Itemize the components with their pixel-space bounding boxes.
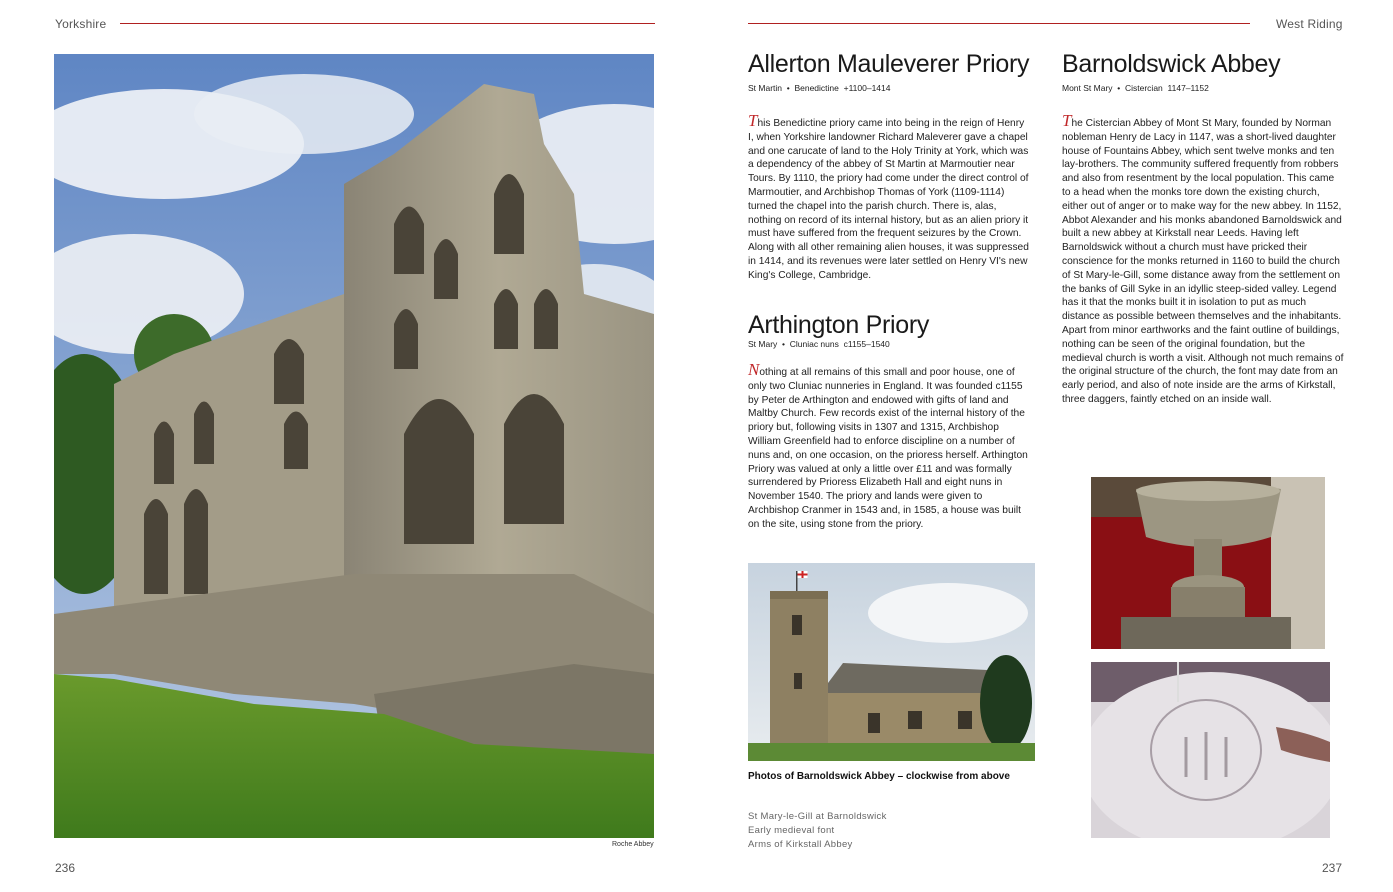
- header-rule-left: [120, 23, 655, 24]
- barnoldswick-text: he Cistercian Abbey of Mont St Mary, founded by Norman nobleman Henry de Lacy in 1147, was a short-lived daughter house of Fountains Abbey, which sent twelve monks and ten lay-brothers. The community suffered frequently from robbers and also from resentment by the local population. This came to a head when the monks tore down the existing church, either out of anger or to make way for the new abbey. In 1152, Abbot Alexander and his monks abandoned Barnoldswick and built a new abbey at Kirkstall near Leeds. Having left Barnoldswick without a church must have pricked their conscience for the monks returned in 1160 to build the church of St Mary-le-Gill, some distance away from the settlement on the banks of Gill Syke in an idyllic steep-sided valley. Legend has it that the monks built it in isolation to put as much distance as possible between themselves and the inhabitants. Apart from minor earthworks and the faint outline of buildings, nothing can be seen of the original foundation, but the medieval church is worth a visit. Although not much remains of the original structure of the church, the font may date from an early period, and also of note inside are the arms of Kirkstall, three daggers, faintly etched on an inside wall.: [1062, 118, 1344, 405]
- roche-abbey-photo: [54, 54, 654, 838]
- header-rule-right: [748, 23, 1250, 24]
- photo-list-item: St Mary-le-Gill at Barnoldswick: [748, 811, 887, 822]
- running-head-left: Yorkshire: [55, 17, 107, 31]
- arthington-title: Arthington Priory: [748, 311, 930, 339]
- barnoldswick-meta: Mont St Mary • Cistercian 1147–1152: [1062, 83, 1209, 93]
- photo-list-item: Early medieval font: [748, 825, 835, 836]
- arthington-dedication: St Mary: [748, 339, 778, 349]
- allerton-order: Benedictine: [794, 83, 839, 93]
- page-number-left: 236: [55, 861, 76, 875]
- arms-of-kirkstall-photo: [1091, 662, 1330, 838]
- barnoldswick-dedication: Mont St Mary: [1062, 83, 1113, 93]
- arthington-meta: St Mary • Cluniac nuns c1155–1540: [748, 339, 890, 349]
- barnoldswick-body: [1062, 111, 1344, 407]
- barnoldswick-dates: 1147–1152: [1167, 83, 1209, 93]
- page-number-right: 237: [1322, 861, 1343, 875]
- arthington-dropcap: N: [748, 360, 760, 379]
- roche-abbey-caption: Roche Abbey: [612, 841, 654, 848]
- photo-list: [748, 810, 887, 852]
- photos-caption: Photos of Barnoldswick Abbey – clockwise from above: [748, 771, 1010, 782]
- allerton-body: [748, 111, 1032, 283]
- arthington-dates: c1155–1540: [843, 339, 890, 349]
- allerton-dates: +1100–1414: [843, 83, 891, 93]
- barnoldswick-dropcap: T: [1062, 111, 1072, 130]
- arthington-order: Cluniac nuns: [789, 339, 839, 349]
- arthington-text: othing at all remains of this small and poor house, one of only two Cluniac nunneries in England. It was founded c1155 by Peter de Arthington and endowed with gifts of land and Maltby Church. Few records exist of the internal history of the priory but, following visits in 1307 and 1315, Archbishop William Greenfield had to enforce discipline on a number of nuns and, on one occasion, on the prioress herself. Arthington Priory was valued at only a little over £11 and was formally surrendered by Prioress Elizabeth Hall and eight nuns in November 1540. The priory and lands were given to Archbishop Cranmer in 1543 and, in 1585, a house was built on the site, using stone from the priory.: [748, 367, 1028, 530]
- allerton-meta: St Martin • Benedictine +1100–1414: [748, 83, 891, 93]
- allerton-dropcap: T: [748, 111, 758, 130]
- barnoldswick-order: Cistercian: [1124, 83, 1163, 93]
- allerton-title: Allerton Mauleverer Priory: [748, 50, 1030, 78]
- allerton-dedication: St Martin: [748, 83, 783, 93]
- allerton-text: his Benedictine priory came into being in the reign of Henry I, when Yorkshire landowner Richard Maleverer gave a chapel and one carucate of land to the Holy Trinity at York, which was a dependency of the abbey of St Martin at Marmoutier near Tours. By 1110, the priory had come under the direct control of Marmoutier, and Archbishop Thomas of York (1109-1114) turned the chapel into the parish church. There is, alas, nothing on record of its internal history, but as an alien priory it must have suffered from the frequent seizures by the Crown. Along with all other remaining alien houses, it was suppressed in 1414, and its revenues were later settled on Henry VI's new King's College, Cambridge.: [748, 118, 1029, 281]
- early-medieval-font-photo: [1091, 477, 1325, 649]
- arthington-body: [748, 360, 1032, 532]
- photo-list-item: Arms of Kirkstall Abbey: [748, 839, 853, 850]
- running-head-right: West Riding: [1276, 17, 1343, 31]
- barnoldswick-title: Barnoldswick Abbey: [1062, 50, 1281, 78]
- st-mary-le-gill-photo: [748, 563, 1035, 761]
